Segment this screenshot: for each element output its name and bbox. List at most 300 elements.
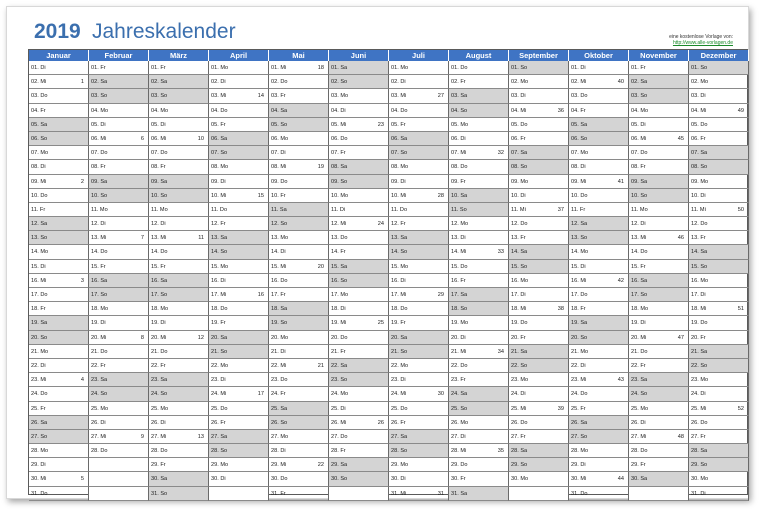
day-label: 21. Mo: [31, 348, 49, 355]
day-cell: [149, 387, 209, 401]
day-cell: [29, 75, 89, 89]
day-label: 07. So: [391, 150, 408, 157]
day-label: 17. Di: [691, 292, 706, 298]
week-number: 47: [677, 334, 684, 341]
day-label: 06. Mi: [151, 135, 167, 142]
day-cell: [89, 260, 149, 274]
day-cell: [389, 444, 449, 458]
day-cell: [689, 458, 749, 472]
day-cell: [389, 132, 449, 146]
day-label: 01. Di: [31, 65, 46, 71]
day-label: 17. Di: [511, 292, 526, 298]
day-cell: [29, 104, 89, 118]
day-cell: [449, 160, 509, 174]
day-cell: [209, 61, 269, 75]
day-cell: [509, 146, 569, 160]
day-label: 25. Fr: [31, 405, 46, 412]
day-label: 01. Fr: [91, 65, 106, 71]
day-cell: [209, 146, 269, 160]
day-label: 26. Mo: [451, 419, 469, 426]
day-cell: [569, 203, 629, 217]
day-label: 07. Mo: [571, 150, 589, 157]
day-label: 28. Mo: [571, 448, 589, 455]
day-label: 26. Do: [511, 419, 528, 426]
day-label: 20. Mo: [271, 334, 289, 341]
day-cell: [449, 487, 509, 501]
day-label: 02. Sa: [631, 79, 648, 86]
day-cell: [149, 61, 209, 75]
day-label: 11. Fr: [31, 206, 46, 213]
day-cell: [689, 359, 749, 373]
day-label: 01. Mo: [211, 65, 229, 71]
day-label: 08. Mo: [211, 164, 229, 171]
day-cell: [329, 175, 389, 189]
day-cell: [329, 104, 389, 118]
day-cell: [209, 104, 269, 118]
day-label: 23. Sa: [151, 377, 168, 384]
day-label: 07. Sa: [691, 150, 708, 157]
day-cell: [209, 430, 269, 444]
day-label: 05. Mo: [451, 121, 469, 128]
day-label: 22. Sa: [331, 362, 348, 369]
day-cell: [269, 189, 329, 203]
day-cell: [269, 203, 329, 217]
day-cell: [389, 359, 449, 373]
day-label: 15. Fr: [151, 263, 166, 270]
day-label: 14. Mo: [31, 249, 49, 256]
day-label: 19. Mo: [451, 320, 469, 327]
day-cell: [569, 487, 629, 501]
day-label: 17. Mo: [331, 292, 349, 298]
day-cell: [389, 402, 449, 416]
week-number: 50: [737, 206, 744, 213]
day-cell: [269, 487, 329, 501]
day-cell: [329, 402, 389, 416]
template-note-link[interactable]: http://www.alle-vorlagen.de: [672, 40, 733, 46]
day-cell: [569, 430, 629, 444]
day-label: 06. So: [571, 135, 588, 142]
day-cell: [629, 416, 689, 430]
day-label: 06. Mi: [631, 135, 647, 142]
day-label: 15. Di: [571, 263, 586, 270]
day-cell: [509, 245, 569, 259]
day-cell: [509, 217, 569, 231]
day-cell: [29, 288, 89, 302]
day-label: 05. Di: [631, 121, 646, 128]
day-label: 22. Mo: [211, 362, 229, 369]
day-label: 14. Fr: [331, 249, 346, 256]
day-cell: [449, 203, 509, 217]
day-label: 12. Di: [151, 221, 166, 228]
day-cell: [569, 302, 629, 316]
day-cell: [509, 359, 569, 373]
day-cell: [509, 472, 569, 486]
day-cell: [509, 89, 569, 103]
day-cell: [689, 260, 749, 274]
day-label: 08. So: [511, 164, 528, 171]
day-cell: [629, 472, 689, 486]
day-cell: [89, 416, 149, 430]
day-label: 18. Mi: [511, 306, 527, 313]
day-label: 27. Di: [451, 433, 466, 440]
day-cell: [449, 175, 509, 189]
day-label: 24. Mi: [211, 391, 227, 398]
day-label: 04. Do: [391, 107, 408, 114]
day-cell: [689, 331, 749, 345]
day-cell: [149, 274, 209, 288]
day-cell: [329, 61, 389, 75]
day-label: 31. Mi: [391, 490, 407, 497]
day-cell: [389, 104, 449, 118]
day-label: 11. Mo: [631, 206, 648, 213]
day-cell: [269, 316, 329, 330]
day-label: 03. Do: [571, 93, 588, 100]
day-label: 20. Mi: [91, 334, 107, 341]
day-label: 05. Di: [151, 121, 166, 128]
day-label: 03. Mo: [331, 93, 349, 100]
day-label: 27. Mo: [271, 433, 289, 440]
day-label: 23. Mi: [31, 377, 47, 384]
template-note-text: eine kostenlose Vorlage von:: [669, 34, 733, 40]
day-cell: [269, 458, 329, 472]
day-label: 15. Mi: [271, 263, 287, 270]
day-cell: [149, 260, 209, 274]
day-cell: [449, 458, 509, 472]
day-cell: [89, 402, 149, 416]
day-cell: [89, 274, 149, 288]
day-label: 10. Do: [571, 192, 588, 199]
day-label: 14. Di: [271, 249, 286, 256]
day-cell: [89, 189, 149, 203]
day-label: 22. Fr: [91, 362, 106, 369]
day-label: 22. Fr: [151, 362, 166, 369]
day-label: 08. So: [691, 164, 708, 171]
day-cell: [149, 245, 209, 259]
week-number: 2: [80, 178, 84, 185]
day-label: 10. Fr: [271, 192, 286, 199]
day-cell: [149, 118, 209, 132]
day-label: 28. Mo: [31, 448, 49, 455]
day-cell: [569, 160, 629, 174]
day-cell: [449, 61, 509, 75]
day-cell: [89, 302, 149, 316]
day-label: 24. So: [631, 391, 648, 398]
day-label: 12. Do: [511, 221, 528, 228]
day-label: 25. Do: [211, 405, 228, 412]
day-label: 30. Mi: [571, 476, 587, 483]
day-label: 15. So: [511, 263, 528, 270]
month-header: Juli: [389, 50, 449, 61]
day-cell: [149, 203, 209, 217]
day-cell: [569, 61, 629, 75]
day-cell: [89, 175, 149, 189]
day-label: 03. Mi: [211, 93, 227, 100]
day-cell: [689, 146, 749, 160]
day-cell: [689, 175, 749, 189]
day-cell: [449, 416, 509, 430]
day-label: 26. Di: [631, 419, 646, 426]
day-cell: [389, 302, 449, 316]
day-cell: [389, 118, 449, 132]
day-label: 12. Fr: [391, 221, 406, 228]
day-cell: [449, 75, 509, 89]
day-cell: [329, 231, 389, 245]
day-cell: [269, 132, 329, 146]
day-cell: [629, 458, 689, 472]
day-label: 27. Do: [331, 433, 348, 440]
day-label: 21. Do: [631, 348, 648, 355]
day-cell: [689, 231, 749, 245]
day-cell: [89, 231, 149, 245]
day-label: 18. Mo: [631, 306, 649, 313]
day-label: 27. Fr: [691, 433, 706, 440]
day-cell: [389, 160, 449, 174]
day-label: 05. Do: [511, 121, 528, 128]
day-label: 17. Do: [571, 292, 588, 298]
day-label: 08. Fr: [631, 164, 646, 171]
week-number: 7: [140, 235, 144, 242]
day-cell: [449, 331, 509, 345]
day-label: 23. Di: [391, 377, 406, 384]
day-cell: [29, 387, 89, 401]
calendar-sheet: [6, 6, 749, 499]
day-cell: [269, 104, 329, 118]
day-cell: [89, 316, 149, 330]
day-cell: [509, 402, 569, 416]
day-label: 08. Fr: [91, 164, 106, 171]
day-label: 13. Di: [451, 235, 466, 242]
day-label: 27. So: [31, 433, 48, 440]
day-label: 07. Mi: [451, 150, 467, 157]
day-label: 20. Mi: [151, 334, 167, 341]
day-cell: [149, 345, 209, 359]
day-label: 08. Di: [571, 164, 586, 171]
day-cell: [329, 316, 389, 330]
day-label: 02. Fr: [451, 79, 466, 86]
day-label: 25. Sa: [271, 405, 288, 412]
day-cell: [209, 160, 269, 174]
day-cell: [449, 472, 509, 486]
day-cell: [329, 217, 389, 231]
day-label: 18. Fr: [571, 306, 586, 313]
day-cell: [209, 89, 269, 103]
day-label: 01. So: [511, 65, 528, 71]
day-cell: [329, 416, 389, 430]
week-number: 52: [737, 405, 744, 412]
day-label: 09. Sa: [631, 178, 648, 185]
day-cell: [629, 245, 689, 259]
day-cell: [629, 345, 689, 359]
day-label: 06. Fr: [691, 135, 706, 142]
day-label: 30. Fr: [451, 476, 466, 483]
day-label: 30. Di: [391, 476, 406, 483]
day-label: 07. Mo: [31, 150, 49, 157]
day-label: 21. So: [391, 348, 408, 355]
day-label: 02. Sa: [151, 79, 168, 86]
day-label: 13. Sa: [211, 235, 228, 242]
day-cell: [629, 104, 689, 118]
day-label: 29. Fr: [631, 462, 646, 469]
day-label: 26. Di: [151, 419, 166, 426]
month-header: Februar: [89, 50, 149, 61]
day-label: 24. Di: [511, 391, 526, 398]
empty-cell: [329, 487, 389, 501]
month-header: Juni: [329, 50, 389, 61]
day-label: 17. So: [151, 292, 168, 298]
week-number: 23: [377, 121, 384, 128]
day-cell: [569, 245, 629, 259]
day-cell: [389, 75, 449, 89]
day-cell: [89, 104, 149, 118]
day-cell: [389, 61, 449, 75]
day-label: 16. Mi: [571, 277, 587, 284]
day-label: 04. Mi: [511, 107, 527, 114]
day-cell: [29, 331, 89, 345]
day-cell: [689, 75, 749, 89]
day-cell: [269, 416, 329, 430]
day-label: 16. Fr: [451, 277, 466, 284]
day-label: 28. So: [211, 448, 228, 455]
day-cell: [149, 373, 209, 387]
day-label: 24. Di: [691, 391, 706, 398]
day-cell: [509, 132, 569, 146]
day-label: 04. Fr: [571, 107, 586, 114]
day-label: 25. Mi: [511, 405, 527, 412]
month-header: September: [509, 50, 569, 61]
day-label: 15. Sa: [331, 263, 348, 270]
day-label: 19. Fr: [391, 320, 406, 327]
day-cell: [689, 387, 749, 401]
week-number: 32: [497, 150, 504, 157]
day-label: 10. So: [631, 192, 648, 199]
day-label: 02. Mi: [571, 79, 587, 86]
day-cell: [29, 260, 89, 274]
day-cell: [689, 189, 749, 203]
day-label: 31. Fr: [271, 490, 286, 497]
day-cell: [149, 430, 209, 444]
day-cell: [29, 203, 89, 217]
day-label: 25. Mo: [151, 405, 169, 412]
day-cell: [629, 146, 689, 160]
day-label: 09. Sa: [151, 178, 168, 185]
day-label: 07. Fr: [331, 150, 346, 157]
day-label: 07. Do: [91, 150, 108, 157]
week-number: 48: [677, 433, 684, 440]
day-cell: [269, 331, 329, 345]
day-cell: [29, 89, 89, 103]
day-cell: [209, 260, 269, 274]
day-label: 25. Fr: [571, 405, 586, 412]
day-label: 17. Do: [31, 292, 48, 298]
day-label: 15. Di: [31, 263, 46, 270]
day-label: 10. Mi: [211, 192, 227, 199]
week-number: 15: [257, 192, 264, 199]
day-label: 03. Mi: [391, 93, 407, 100]
week-number: 30: [437, 391, 444, 398]
week-number: 45: [677, 135, 684, 142]
day-cell: [269, 146, 329, 160]
day-cell: [629, 430, 689, 444]
day-label: 23. Fr: [451, 377, 466, 384]
day-cell: [269, 89, 329, 103]
day-label: 19. Sa: [571, 320, 588, 327]
day-label: 14. Sa: [511, 249, 528, 256]
day-label: 18. Fr: [31, 306, 46, 313]
day-label: 26. Mi: [331, 419, 347, 426]
day-cell: [689, 160, 749, 174]
day-cell: [29, 316, 89, 330]
day-label: 11. Mo: [151, 206, 168, 213]
day-cell: [389, 288, 449, 302]
day-cell: [149, 75, 209, 89]
week-number: 18: [317, 65, 324, 71]
day-label: 26. So: [271, 419, 288, 426]
day-label: 19. So: [271, 320, 288, 327]
day-cell: [689, 61, 749, 75]
day-cell: [89, 217, 149, 231]
day-cell: [629, 302, 689, 316]
day-label: 09. Do: [271, 178, 288, 185]
day-label: 11. Di: [331, 206, 346, 213]
day-label: 09. Mi: [571, 178, 587, 185]
day-cell: [149, 189, 209, 203]
day-cell: [269, 387, 329, 401]
week-number: 19: [317, 164, 324, 171]
day-cell: [269, 61, 329, 75]
day-cell: [569, 260, 629, 274]
day-cell: [329, 146, 389, 160]
day-cell: [629, 274, 689, 288]
day-cell: [389, 472, 449, 486]
day-label: 12. Fr: [211, 221, 226, 228]
day-cell: [389, 175, 449, 189]
day-label: 15. So: [691, 263, 708, 270]
day-cell: [269, 274, 329, 288]
day-cell: [389, 146, 449, 160]
day-cell: [329, 160, 389, 174]
day-label: 26. Fr: [391, 419, 406, 426]
day-label: 21. Sa: [691, 348, 708, 355]
day-label: 14. Mo: [571, 249, 589, 256]
day-cell: [569, 387, 629, 401]
day-cell: [89, 132, 149, 146]
day-label: 01. Fr: [631, 65, 646, 71]
day-cell: [629, 89, 689, 103]
day-label: 19. Sa: [31, 320, 48, 327]
day-label: 22. So: [691, 362, 708, 369]
day-label: 18. Mi: [691, 306, 707, 313]
day-cell: [449, 316, 509, 330]
day-cell: [29, 416, 89, 430]
day-cell: [569, 274, 629, 288]
day-label: 16. Mo: [691, 277, 709, 284]
day-label: 27. Fr: [511, 433, 526, 440]
day-cell: [329, 89, 389, 103]
day-label: 26. Di: [91, 419, 106, 426]
day-label: 01. So: [691, 65, 708, 71]
day-cell: [209, 288, 269, 302]
day-cell: [449, 274, 509, 288]
day-cell: [629, 160, 689, 174]
day-label: 10. So: [151, 192, 168, 199]
day-cell: [209, 231, 269, 245]
day-cell: [149, 331, 209, 345]
day-label: 06. Sa: [211, 135, 228, 142]
empty-cell: [509, 487, 569, 501]
day-cell: [149, 217, 209, 231]
day-cell: [269, 260, 329, 274]
day-cell: [29, 175, 89, 189]
